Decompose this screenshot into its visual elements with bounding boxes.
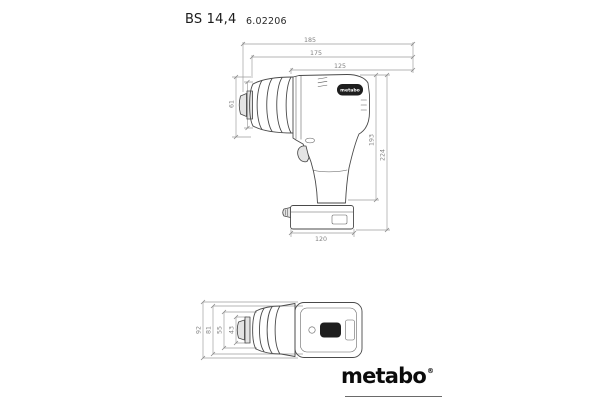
dim-label-chuck-cage-diameter: 55 — [216, 325, 224, 335]
logo-underline — [345, 396, 442, 397]
dim-label-chuck-nose-diameter: 43 — [228, 325, 236, 335]
dim-label-chuck-outer-height: 61 — [228, 99, 236, 109]
drill-side-art — [239, 75, 369, 230]
dim-label-battery-width: 120 — [314, 236, 328, 243]
fr-switch — [306, 138, 315, 143]
side-dimension-lines — [236, 44, 413, 233]
model-number: BS 14,4 — [185, 12, 237, 27]
front-view-drawing — [196, 300, 363, 360]
front-chuck-nose — [237, 320, 244, 340]
chuck-nose — [239, 94, 246, 117]
side-dimension-ticks — [234, 42, 415, 235]
front-brand-chip — [320, 323, 341, 338]
front-chuck-collar — [245, 317, 250, 343]
dim-label-housing-length: 125 — [333, 63, 347, 70]
dim-label-body-length: 175 — [309, 50, 323, 57]
dim-label-overall-width: 92 — [195, 325, 203, 335]
battery-label — [332, 215, 347, 224]
side-extension-lines — [232, 42, 413, 237]
dim-label-body-height: 193 — [368, 133, 376, 147]
body-brand-label: metabo — [340, 88, 360, 94]
battery-release-button — [283, 208, 291, 218]
dim-label-overall-height: 224 — [379, 148, 387, 162]
registered-mark-icon: ® — [427, 367, 434, 375]
order-number: 6.02206 — [246, 16, 287, 27]
dim-label-housing-width: 81 — [205, 325, 213, 335]
trigger — [298, 146, 309, 162]
battery-pack — [291, 206, 354, 230]
metabo-logo: metabo® — [341, 364, 434, 388]
drill-front-art — [237, 303, 362, 358]
side-view-drawing — [229, 37, 416, 243]
dim-label-overall-length: 185 — [303, 37, 317, 44]
